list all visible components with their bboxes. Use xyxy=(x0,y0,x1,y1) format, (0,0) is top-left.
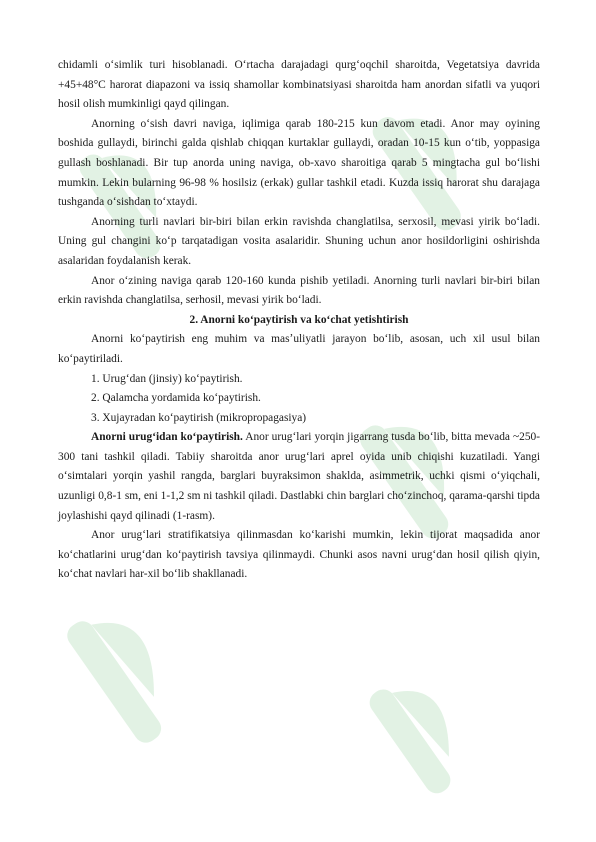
paragraph-continuation: chidamli oʻsimlik turi hisoblanadi. Oʻrtacha darajadagi qurgʻoqchil sharoitda, Vegetatsiya davrida +45+48°C harorat diapazoni va issiq shamollar kombinatsiyasi sharoitda ham anordan sifatli va yuqori hosil olish mumkinligi qayd qilingan. xyxy=(58,59,540,111)
inline-body-text: Anor urugʻlari yorqin jigarrang tusda boʻlib, bitta mevada ~250-300 tani tashkil qiladi. Tabiiy sharoitda anor urugʻlari aprel oyida unib chiqishi kuzatiladi. Yangi oʻsimtalari yorqin yashil rangda, barglari buyraksimon shaklda, asimmetrik, uchki qismi oʻyiqchali, uzunligi 0,8-1 sm, eni 1-1,2 sm ni tashkil qiladi. Dastlabki chin barglari choʻzinchoq, qarama-qarshi tipda joylashishi qayd qilinadi (1-rasm). xyxy=(58,431,541,522)
watermark-right-bottom xyxy=(360,640,510,820)
watermark-left-bottom xyxy=(60,560,220,780)
paragraph-pollination: Anorning turli navlari bir-biri bilan erkin ravishda changlatilsa, serxosil, mevasi yirik boʻladi. Uning gul changini koʻp tarqatadigan vosita asalaridir. Shuning uchun anor hosildorligini oshirishda asalaridan foydalanish kerak. xyxy=(58,215,540,267)
list-item: 3. Xujayradan koʻpaytirish (mikropropagasiya) xyxy=(91,411,307,424)
leaf-watermark-icon xyxy=(360,640,510,820)
paragraph-stratification: Anor urugʻlari stratifikatsiya qilinmasdan koʻkarishi mumkin, lekin tijorat maqsadida anor koʻchatlarini urugʻdan koʻpaytirish tavsiya qilinmaydi. Chunki asos navni urugʻdan hosil qilish qiyin, koʻchat navlari har-xil boʻlib shakllanadi. xyxy=(58,529,540,581)
list-item: 2. Qalamcha yordamida koʻpaytirish. xyxy=(91,392,261,405)
paragraph-seed-propagation xyxy=(58,428,540,526)
paragraph-ripening: Anor oʻzining naviga qarab 120-160 kunda pishib yetiladi. Anorning turli navlari bir-biri bilan erkin ravishda changlatilsa, serhosil, mevasi yirik boʻladi. xyxy=(58,274,540,307)
section-heading: 2. Anorni koʻpaytirish va koʻchat yetishtirish xyxy=(189,313,409,326)
inline-bold-title: Anorni urugʻidan koʻpaytirish. xyxy=(91,431,243,444)
paragraph-propagation-intro: Anorni koʻpaytirish eng muhim va masʼuliyatli jarayon boʻlib, asosan, uch xil usul bilan koʻpaytiriladi. xyxy=(58,333,540,365)
list-item: 1. Urugʻdan (jinsiy) koʻpaytirish. xyxy=(91,372,243,385)
leaf-watermark-icon xyxy=(60,560,220,780)
document-page xyxy=(58,56,540,585)
paragraph-growth-period: Anorning oʻsish davri naviga, iqlimiga qarab 180-215 kun davom etadi. Anor may oyining boshida gullaydi, birinchi galda qishlab chiqqan kurtaklar gullaydi, oradan 10-15 kun oʻtib, yoppasiga gullash boshlanadi. Bir tup anorda uning naviga, ob-xavo sharoitiga qarab 5 mingtacha gul boʻlishi mumkin. Lekin bularning 96-98 % hosilsiz (erkak) gullar tashkil etadi. Kuzda issiq harorat shu darajaga tushganda oʻsishdan toʻxtaydi. xyxy=(58,117,540,209)
